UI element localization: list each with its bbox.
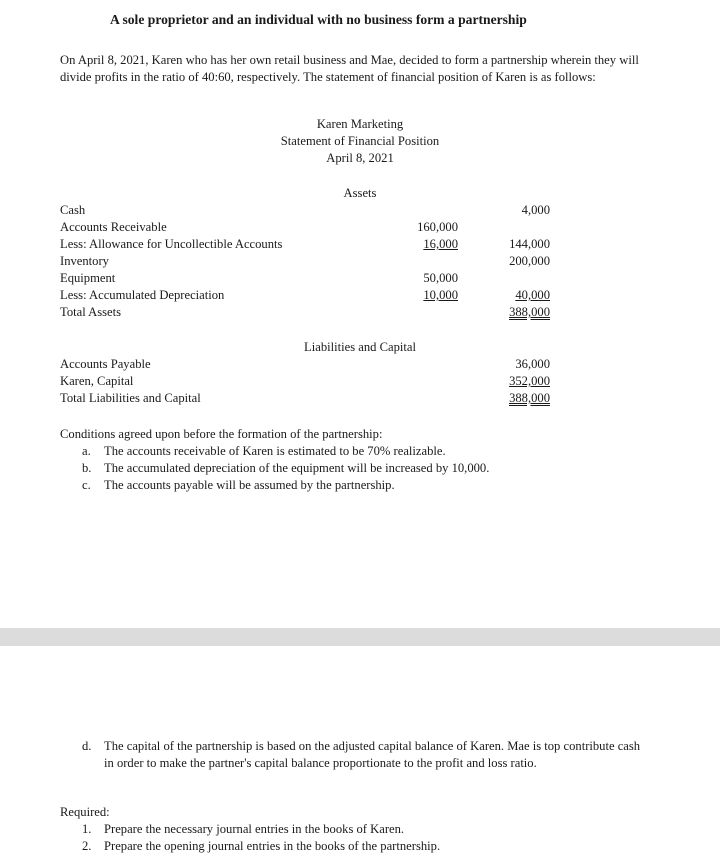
liabilities-heading: Liabilities and Capital (304, 340, 416, 354)
condition-letter: c. (82, 478, 91, 492)
total-liab-label: Total Liabilities and Capital (60, 391, 201, 405)
company-name: Karen Marketing (316, 117, 404, 131)
required-number: 2. (82, 839, 92, 853)
accdep-value: 10,000 (423, 288, 458, 302)
capital-value: 352,000 (509, 374, 550, 388)
condition-text: The accounts payable will be assumed by the partnership. (104, 478, 395, 492)
ar-gross-value: 160,000 (417, 220, 458, 234)
condition-letter: b. (82, 461, 92, 475)
inventory-label: Inventory (60, 254, 109, 268)
total-assets-label: Total Assets (60, 305, 122, 319)
condition-letter: a. (82, 444, 91, 458)
cash-label: Cash (60, 203, 86, 217)
required-number: 1. (82, 822, 92, 836)
ap-label: Accounts Payable (60, 357, 151, 371)
ar-net-value: 144,000 (509, 237, 550, 251)
inventory-value: 200,000 (509, 254, 550, 268)
assets-heading: Assets (343, 186, 377, 200)
page-separator (0, 628, 720, 646)
equipment-label: Equipment (60, 271, 116, 285)
condition-text: The accounts receivable of Karen is estimated to be 70% realizable. (104, 444, 446, 458)
cash-value: 4,000 (521, 203, 550, 217)
total-liab-value: 388,000 (509, 391, 550, 405)
required-text: Prepare the opening journal entries in the books of the partnership. (104, 839, 441, 853)
allowance-value: 16,000 (423, 237, 458, 251)
required-text: Prepare the necessary journal entries in the books of Karen. (104, 822, 405, 836)
condition-letter: d. (82, 739, 92, 753)
total-assets-value: 388,000 (509, 305, 550, 319)
ap-value: 36,000 (515, 357, 550, 371)
condition-text: The accumulated depreciation of the equipment will be increased by 10,000. (104, 461, 490, 475)
statement-name: Statement of Financial Position (280, 134, 440, 148)
intro-paragraph: On April 8, 2021, Karen who has her own retail business and Mae, decided to form a partnership wherein they will divide profits in the ratio of 40:60, respectively. The statement of financial position of Karen is as follows: (60, 53, 639, 84)
conditions-heading: Conditions agreed upon before the formation of the partnership: (60, 427, 383, 441)
equipment-net-value: 40,000 (515, 288, 550, 302)
condition-item (82, 444, 446, 460)
capital-label: Karen, Capital (60, 374, 134, 388)
statement-date: April 8, 2021 (326, 151, 394, 165)
condition-text: The capital of the partnership is based on the adjusted capital balance of Karen. Mae is top contribute cash in order to make the partner's capital balance proportionate to the profit and loss ratio. (104, 739, 641, 770)
condition-item (82, 461, 489, 477)
ar-label: Accounts Receivable (60, 220, 167, 234)
required-heading: Required: (60, 805, 110, 819)
allowance-label: Less: Allowance for Uncollectible Accounts (60, 237, 283, 251)
condition-item-d (82, 738, 642, 772)
document-page-2 (0, 646, 720, 861)
accdep-label: Less: Accumulated Depreciation (60, 288, 225, 302)
condition-item (82, 478, 395, 494)
required-item (82, 839, 440, 855)
equipment-gross-value: 50,000 (423, 271, 458, 285)
page-title: A sole proprietor and an individual with no business form a partnership (110, 12, 527, 27)
required-item (82, 822, 404, 838)
